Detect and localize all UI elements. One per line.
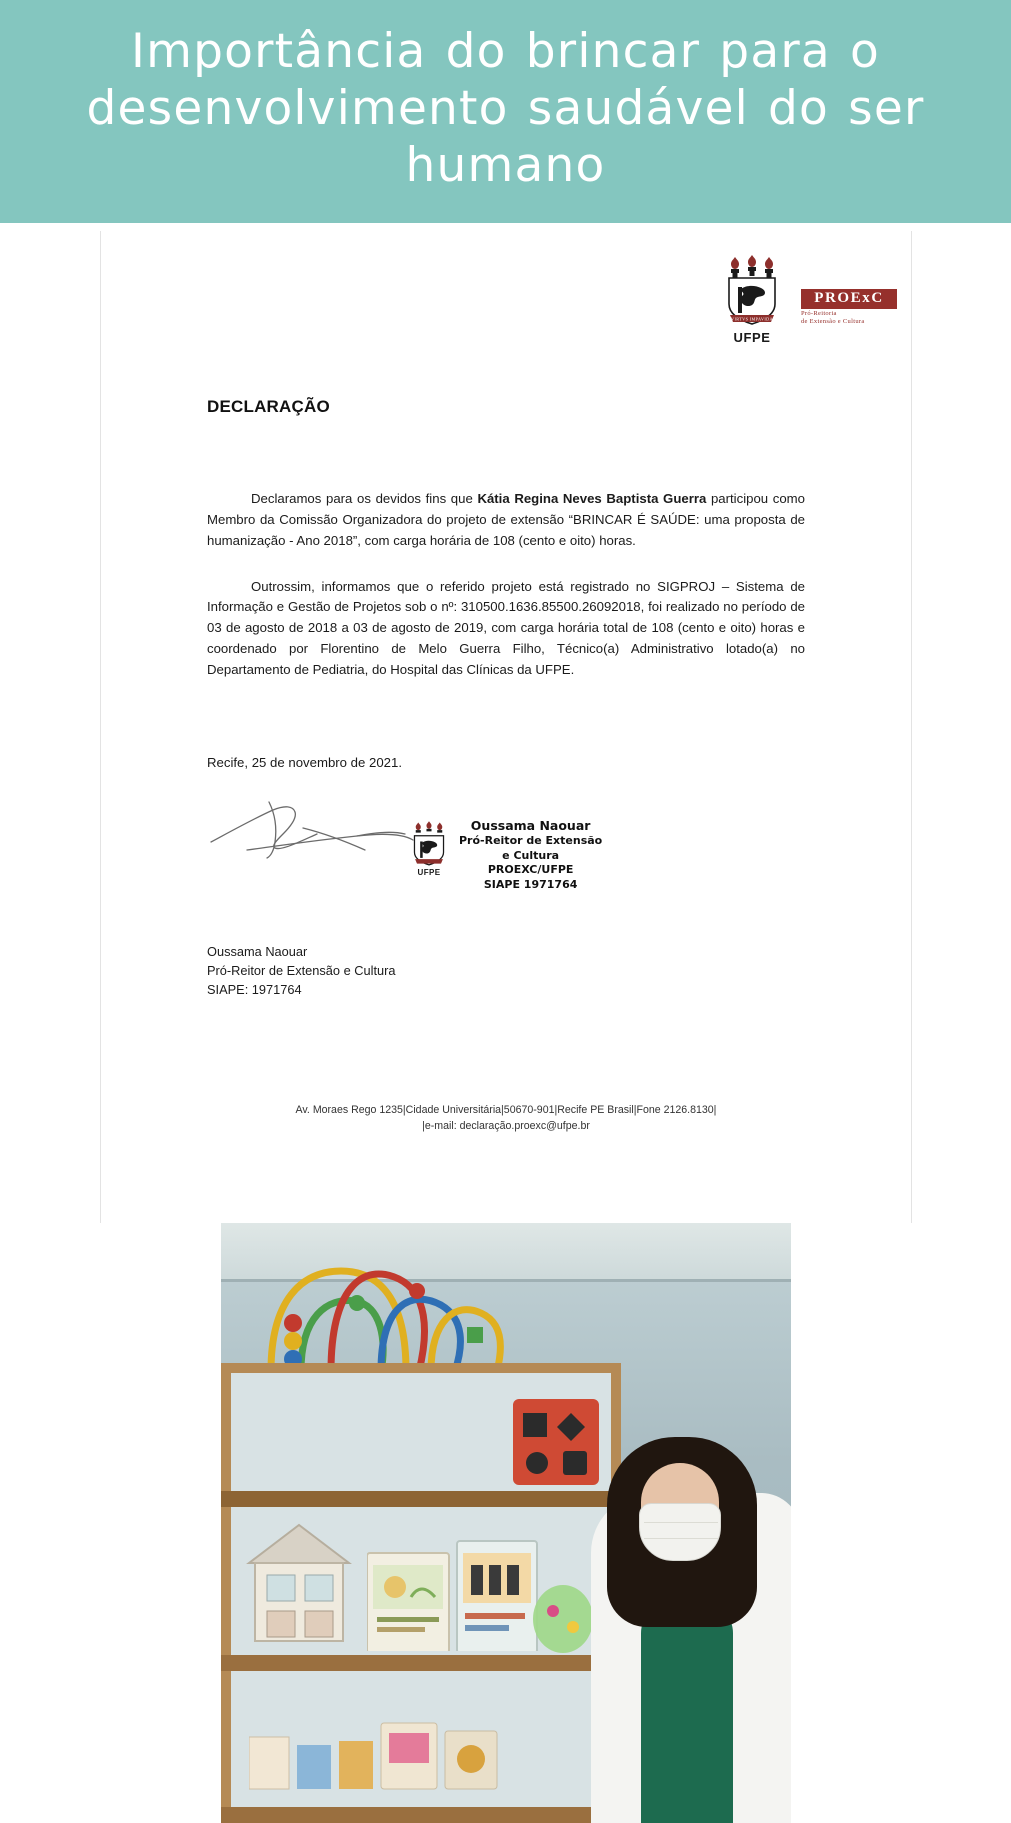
proexc-title: PROExC <box>801 289 897 309</box>
svg-text:VIRTVS IMPAVIDA: VIRTVS IMPAVIDA <box>731 316 773 322</box>
signer-siape: SIAPE: 1971764 <box>207 982 302 998</box>
signer-name: Oussama Naouar <box>207 943 308 959</box>
proexc-subtitle <box>801 310 897 328</box>
page-title: Importância do brincar para o desenvolvimento saudável do ser humano <box>86 23 925 194</box>
proexc-subtitle-line-2: de Extensão e Cultura <box>801 318 865 326</box>
signer-role: Pró-Reitor de Extensão e Cultura <box>207 963 396 979</box>
photo-picture-books <box>367 1531 547 1651</box>
document-heading: DECLARAÇÃO <box>207 397 330 416</box>
footer-line-1: Av. Moraes Rego 1235|Cidade Universitária|50670-901|Recife PE Brasil|Fone 2126.8130| <box>295 1104 717 1117</box>
ufpe-crest-icon-stamp <box>409 820 449 868</box>
document-area <box>0 223 1011 1223</box>
stamp-siape: SIAPE 1971764 <box>483 877 578 891</box>
photo-shelf-top <box>221 1491 621 1507</box>
page-header-banner <box>0 0 1011 223</box>
photo-person-scrub-top <box>641 1603 733 1823</box>
footer-line-2: |e-mail: declaração.proexc@ufpe.br <box>422 1119 590 1132</box>
photo-person-face-mask <box>639 1503 721 1561</box>
document-footer-address <box>207 1103 805 1150</box>
official-stamp <box>407 816 602 893</box>
mask-fold-line-2 <box>644 1538 718 1539</box>
photo-shelf-board-3 <box>221 1807 621 1823</box>
photo-toy-wire-maze <box>231 1231 631 1381</box>
activity-photo <box>221 1223 791 1823</box>
stamp-ufpe-label: UFPE <box>417 867 441 877</box>
paragraph-declaration <box>207 489 805 552</box>
photo-shelf-board-2 <box>221 1655 621 1671</box>
proexc-logo <box>801 289 897 327</box>
paragraph-registration: Outrossim, informamos que o referido projeto está registrado no SIGPROJ – Sistema de Informação e Gestão de Projetos sob o nº: 310500.1636.85500.26092018, foi realizado no período de 03 de agosto de 2018 a 03 de agosto de 2019, com carga horária total de 108 (cento e oito) horas e coordenado por Florentino de Melo Guerra Filho, Técnico(a) Administrativo lotado(a) no Departamento de Pediatria, do Hospital das Clínicas da UFPE. <box>207 578 805 678</box>
declaration-document <box>100 231 912 1223</box>
document-body <box>101 397 911 1150</box>
signature-area <box>207 778 805 910</box>
stamp-signer-name: Oussama Naouar <box>470 817 591 833</box>
ufpe-logo <box>717 253 787 345</box>
ufpe-crest-icon <box>721 253 783 329</box>
photo-doll-house-toy <box>239 1517 359 1647</box>
photo-bottom-shelf-toys <box>249 1685 509 1795</box>
paragraph-1-text-before: Declaramos para os devidos fins que <box>251 491 478 506</box>
date-line: Recife, 25 de novembro de 2021. <box>207 754 403 770</box>
proexc-subtitle-line-1: Pró-Reitoria <box>801 309 837 317</box>
paragraph-1-text-after: participou como Membro da Comissão Organizadora do projeto de extensão “BRINCAR É SAÚDE: uma proposta de humanização - Ano 2018”, com carga horária de 108 (cento e oito) horas. <box>207 491 805 548</box>
stamp-ufpe-logo <box>407 820 451 877</box>
document-letterhead <box>101 253 911 363</box>
signer-block <box>207 942 805 1000</box>
mask-fold-line-1 <box>644 1522 718 1523</box>
stamp-org: PROEXC/UFPE <box>487 863 574 877</box>
photo-section <box>0 1223 1011 1823</box>
ufpe-logo-label: UFPE <box>733 330 771 345</box>
stamp-text <box>459 816 602 893</box>
photo-green-toy <box>529 1577 599 1657</box>
stamp-role-line-1: Pró-Reitor de Extensão <box>459 834 603 848</box>
participant-name: Kátia Regina Neves Baptista Guerra <box>477 491 707 506</box>
stamp-role-line-2: e Cultura <box>502 848 560 862</box>
photo-shape-sorter-toy <box>509 1389 605 1489</box>
photo-shelf-unit <box>221 1363 621 1823</box>
